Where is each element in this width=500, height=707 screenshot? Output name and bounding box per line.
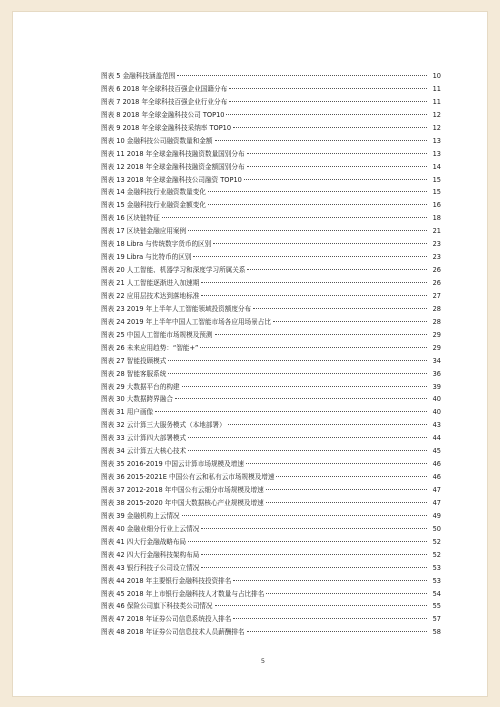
toc-entry-label: 图表 20 人工智能、机器学习和深度学习所属关系 <box>101 266 246 275</box>
toc-entry-page: 12 <box>432 123 441 132</box>
toc-entry-label: 图表 38 2015-2020 年中国大数据核心产业规模及增速 <box>101 498 264 507</box>
toc-entry-label: 图表 47 2018 年证券公司信息系统投入排名 <box>101 615 232 624</box>
toc-entry-page: 50 <box>432 524 441 533</box>
dot-leader <box>215 334 428 335</box>
toc-entry-page: 34 <box>432 356 441 365</box>
toc-entry-page: 44 <box>432 434 441 443</box>
toc-entry[interactable] <box>101 368 441 381</box>
toc-entry-page: 28 <box>432 304 441 313</box>
toc-entry-page: 11 <box>432 84 441 93</box>
toc-entry-label: 图表 33 云计算四大部署模式 <box>101 434 187 443</box>
dot-leader <box>233 127 427 128</box>
dot-leader <box>276 476 427 477</box>
toc-entry[interactable] <box>101 186 441 199</box>
toc-entry-label: 图表 45 2018 年上市银行金融科技人才数量与占比排名 <box>101 589 265 598</box>
toc-entry-label: 图表 14 金融科技行业融资数量变化 <box>101 188 206 197</box>
toc-entry-page: 23 <box>432 253 441 262</box>
toc-entry-label: 图表 36 2015-2021E 中国公有云和私有云市场规模及增速 <box>101 473 275 482</box>
toc-entry-page: 39 <box>432 382 441 391</box>
toc-entry[interactable] <box>101 238 441 251</box>
toc-entry-label: 图表 21 人工智能逐渐进入加速期 <box>101 279 200 287</box>
toc-entry-label: 图表 6 2018 年全球科技百强企业国籍分布 <box>101 84 228 93</box>
toc-entry-page: 57 <box>432 615 441 624</box>
toc-entry-page: 40 <box>432 395 441 404</box>
toc-entry-page: 53 <box>432 576 441 585</box>
dot-leader <box>226 114 427 115</box>
toc-entry-label: 图表 35 2016-2019 中国云计算市场规模及增速 <box>101 460 244 469</box>
dot-leader <box>188 541 427 542</box>
toc-entry-label: 图表 40 金融业细分行业上云情况 <box>101 524 200 533</box>
dot-leader <box>229 88 427 89</box>
toc-entry-label: 图表 25 中国人工智能市场规模及预测 <box>101 330 213 339</box>
toc-entry-page: 15 <box>432 188 441 197</box>
dot-leader <box>247 166 427 167</box>
dot-leader <box>247 269 427 270</box>
toc-entry-label: 图表 7 2018 年全球科技百强企业行业分布 <box>101 97 228 106</box>
toc-entry-label: 图表 37 2012-2018 年中国公有云细分市场规模及增速 <box>101 486 264 494</box>
dot-leader <box>177 75 427 76</box>
toc-entry-label: 图表 24 2019 年上半年中国人工智能市场各应用场景占比 <box>101 317 271 326</box>
toc-entry-label: 图表 44 2018 年主要银行金融科技投资排名 <box>101 576 232 585</box>
toc-entry[interactable] <box>101 161 441 174</box>
dot-leader <box>201 567 427 568</box>
toc-entry-label: 图表 42 四大行金融科技架构布局 <box>101 550 200 559</box>
toc-entry-label: 图表 39 金融机构上云情况 <box>101 511 180 520</box>
toc-entry-page: 26 <box>432 266 441 275</box>
toc-entry[interactable] <box>101 212 441 225</box>
toc-entry[interactable] <box>101 497 441 510</box>
toc-entry[interactable] <box>101 303 441 316</box>
toc-entry-label: 图表 30 大数据跨界融合 <box>101 395 173 404</box>
dot-leader <box>247 153 427 154</box>
toc-entry-label: 图表 19 Libra 与比特币的区别 <box>101 253 192 262</box>
dot-leader <box>266 502 427 503</box>
toc-entry[interactable] <box>101 510 441 523</box>
toc-entry-page: 54 <box>432 589 441 598</box>
document-page <box>12 11 488 697</box>
toc-entry-page: 12 <box>432 110 441 119</box>
dot-leader <box>201 282 427 283</box>
toc-entry-page: 11 <box>432 97 441 106</box>
toc-entry-label: 图表 11 2018 年全球金融科技融资数量国别分布 <box>101 149 245 158</box>
page-number: 5 <box>260 657 266 665</box>
toc-entry-page: 15 <box>432 175 441 184</box>
toc-entry[interactable] <box>101 419 441 432</box>
toc-entry[interactable] <box>101 355 441 368</box>
dot-leader <box>215 605 428 606</box>
toc-entry[interactable] <box>101 135 441 148</box>
toc-entry[interactable] <box>101 445 441 458</box>
dot-leader <box>188 437 427 438</box>
dot-leader <box>201 554 427 555</box>
toc-entry-page: 47 <box>432 486 441 494</box>
toc-entry[interactable] <box>101 251 441 264</box>
toc-entry-page: 58 <box>432 628 441 637</box>
toc-entry-label: 图表 32 云计算三大服务模式（本地部署） <box>101 421 226 430</box>
dot-leader <box>244 179 427 180</box>
toc-entry[interactable] <box>101 122 441 135</box>
toc-entry-page: 28 <box>432 317 441 326</box>
toc-entry-page: 49 <box>432 511 441 520</box>
dot-leader <box>188 450 427 451</box>
toc-entry-page: 21 <box>432 227 441 236</box>
toc-entry[interactable] <box>101 406 441 419</box>
toc-entry-page: 46 <box>432 460 441 469</box>
dot-leader <box>168 373 427 374</box>
dot-leader <box>188 230 427 231</box>
toc-entry-page: 55 <box>432 602 441 611</box>
figure-list <box>101 70 441 639</box>
toc-entry-page: 29 <box>432 343 441 352</box>
dot-leader <box>215 140 428 141</box>
toc-entry[interactable] <box>101 471 441 484</box>
toc-entry-page: 27 <box>432 291 441 300</box>
toc-entry-label: 图表 48 2018 年证券公司信息技术人员薪酬排名 <box>101 628 245 637</box>
dot-leader <box>213 243 427 244</box>
toc-entry[interactable] <box>101 523 441 536</box>
dot-leader <box>246 463 427 464</box>
dot-leader <box>266 593 427 594</box>
toc-entry-label: 图表 9 2018 年全球金融科技采纳率 TOP10 <box>101 123 232 132</box>
toc-entry-page: 46 <box>432 473 441 482</box>
dot-leader <box>182 515 427 516</box>
toc-entry-page: 47 <box>432 498 441 507</box>
toc-entry-label: 图表 41 四大行金融战略布局 <box>101 537 187 546</box>
toc-entry-label: 图表 26 未来应用趋势：“智能+” <box>101 343 199 352</box>
toc-entry[interactable] <box>101 381 441 394</box>
toc-entry[interactable] <box>101 588 441 601</box>
toc-entry-page: 36 <box>432 369 441 378</box>
dot-leader <box>193 256 427 257</box>
dot-leader <box>247 631 427 632</box>
toc-entry-page: 16 <box>432 201 441 210</box>
toc-entry-label: 图表 27 智能投顾模式 <box>101 356 167 365</box>
dot-leader <box>201 528 427 529</box>
dot-leader <box>168 360 427 361</box>
dot-leader <box>155 411 427 412</box>
toc-entry-page: 43 <box>432 421 441 430</box>
dot-leader <box>201 295 427 296</box>
dot-leader <box>182 386 427 387</box>
dot-leader <box>233 618 427 619</box>
toc-entry-label: 图表 13 2018 年全球金融科技公司融资 TOP10 <box>101 175 242 184</box>
toc-entry-label: 图表 22 应用层技术达到落地标准 <box>101 291 200 300</box>
toc-entry[interactable] <box>101 70 441 83</box>
toc-entry[interactable] <box>101 626 441 639</box>
toc-entry[interactable] <box>101 290 441 303</box>
toc-entry[interactable] <box>101 600 441 613</box>
toc-entry-label: 图表 15 金融科技行业融资金额变化 <box>101 201 206 210</box>
dot-leader <box>208 191 427 192</box>
toc-entry[interactable] <box>101 458 441 471</box>
toc-entry-page: 52 <box>432 537 441 546</box>
toc-entry[interactable] <box>101 109 441 122</box>
toc-entry-page: 45 <box>432 447 441 456</box>
toc-entry-page: 53 <box>432 563 441 572</box>
toc-entry[interactable] <box>101 536 441 549</box>
toc-entry-label: 图表 43 银行科技子公司设立情况 <box>101 563 200 572</box>
toc-entry[interactable] <box>101 148 441 161</box>
toc-entry-label: 图表 5 金融科技涵盖范围 <box>101 72 176 80</box>
toc-entry[interactable] <box>101 549 441 562</box>
toc-entry-label: 图表 31 用户画像 <box>101 408 154 417</box>
dot-leader <box>162 217 427 218</box>
toc-entry-page: 40 <box>432 408 441 417</box>
toc-entry-label: 图表 16 区块链特征 <box>101 214 160 223</box>
toc-entry-page: 14 <box>432 162 441 171</box>
toc-entry[interactable] <box>101 225 441 238</box>
toc-entry-page: 10 <box>432 72 441 80</box>
toc-entry[interactable] <box>101 174 441 187</box>
toc-entry[interactable] <box>101 83 441 96</box>
dot-leader <box>228 424 427 425</box>
toc-entry[interactable] <box>101 575 441 588</box>
toc-entry[interactable] <box>101 329 441 342</box>
toc-entry-page: 52 <box>432 550 441 559</box>
toc-entry[interactable] <box>101 342 441 355</box>
toc-entry-label: 图表 28 智能客服系统 <box>101 369 167 378</box>
toc-entry-page: 13 <box>432 136 441 145</box>
dot-leader <box>229 101 427 102</box>
toc-entry-page: 18 <box>432 214 441 223</box>
dot-leader <box>266 489 427 490</box>
toc-entry-label: 图表 10 金融科技公司融资数量和金额 <box>101 136 213 145</box>
toc-entry-label: 图表 34 云计算五大核心技术 <box>101 447 187 456</box>
toc-entry-label: 图表 8 2018 年全球金融科技公司 TOP10 <box>101 110 225 119</box>
toc-entry[interactable] <box>101 277 441 290</box>
dot-leader <box>200 347 427 348</box>
toc-entry-page: 29 <box>432 330 441 339</box>
toc-entry[interactable] <box>101 96 441 109</box>
toc-entry-label: 图表 17 区块链金融应用案例 <box>101 227 187 236</box>
toc-entry-page: 13 <box>432 149 441 158</box>
toc-entry-label: 图表 29 大数据平台的构建 <box>101 382 180 391</box>
toc-entry[interactable] <box>101 199 441 212</box>
toc-entry[interactable] <box>101 432 441 445</box>
dot-leader <box>208 204 427 205</box>
toc-entry[interactable] <box>101 613 441 626</box>
toc-entry-label: 图表 12 2018 年全球金融科技融资金额国别分布 <box>101 162 245 171</box>
toc-entry[interactable] <box>101 562 441 575</box>
toc-entry-label: 图表 18 Libra 与传统数字货币的区别 <box>101 240 212 249</box>
dot-leader <box>273 321 427 322</box>
toc-entry-label: 图表 23 2019 年上半年人工智能领域投资额度分布 <box>101 304 252 313</box>
toc-entry-page: 26 <box>432 279 441 287</box>
dot-leader <box>233 580 427 581</box>
toc-entry[interactable] <box>101 264 441 277</box>
toc-entry-page: 23 <box>432 240 441 249</box>
toc-entry[interactable] <box>101 316 441 329</box>
dot-leader <box>175 398 427 399</box>
toc-entry[interactable] <box>101 393 441 406</box>
toc-entry[interactable] <box>101 484 441 497</box>
dot-leader <box>253 308 427 309</box>
toc-entry-label: 图表 46 保险公司旗下科技类公司情况 <box>101 602 213 611</box>
